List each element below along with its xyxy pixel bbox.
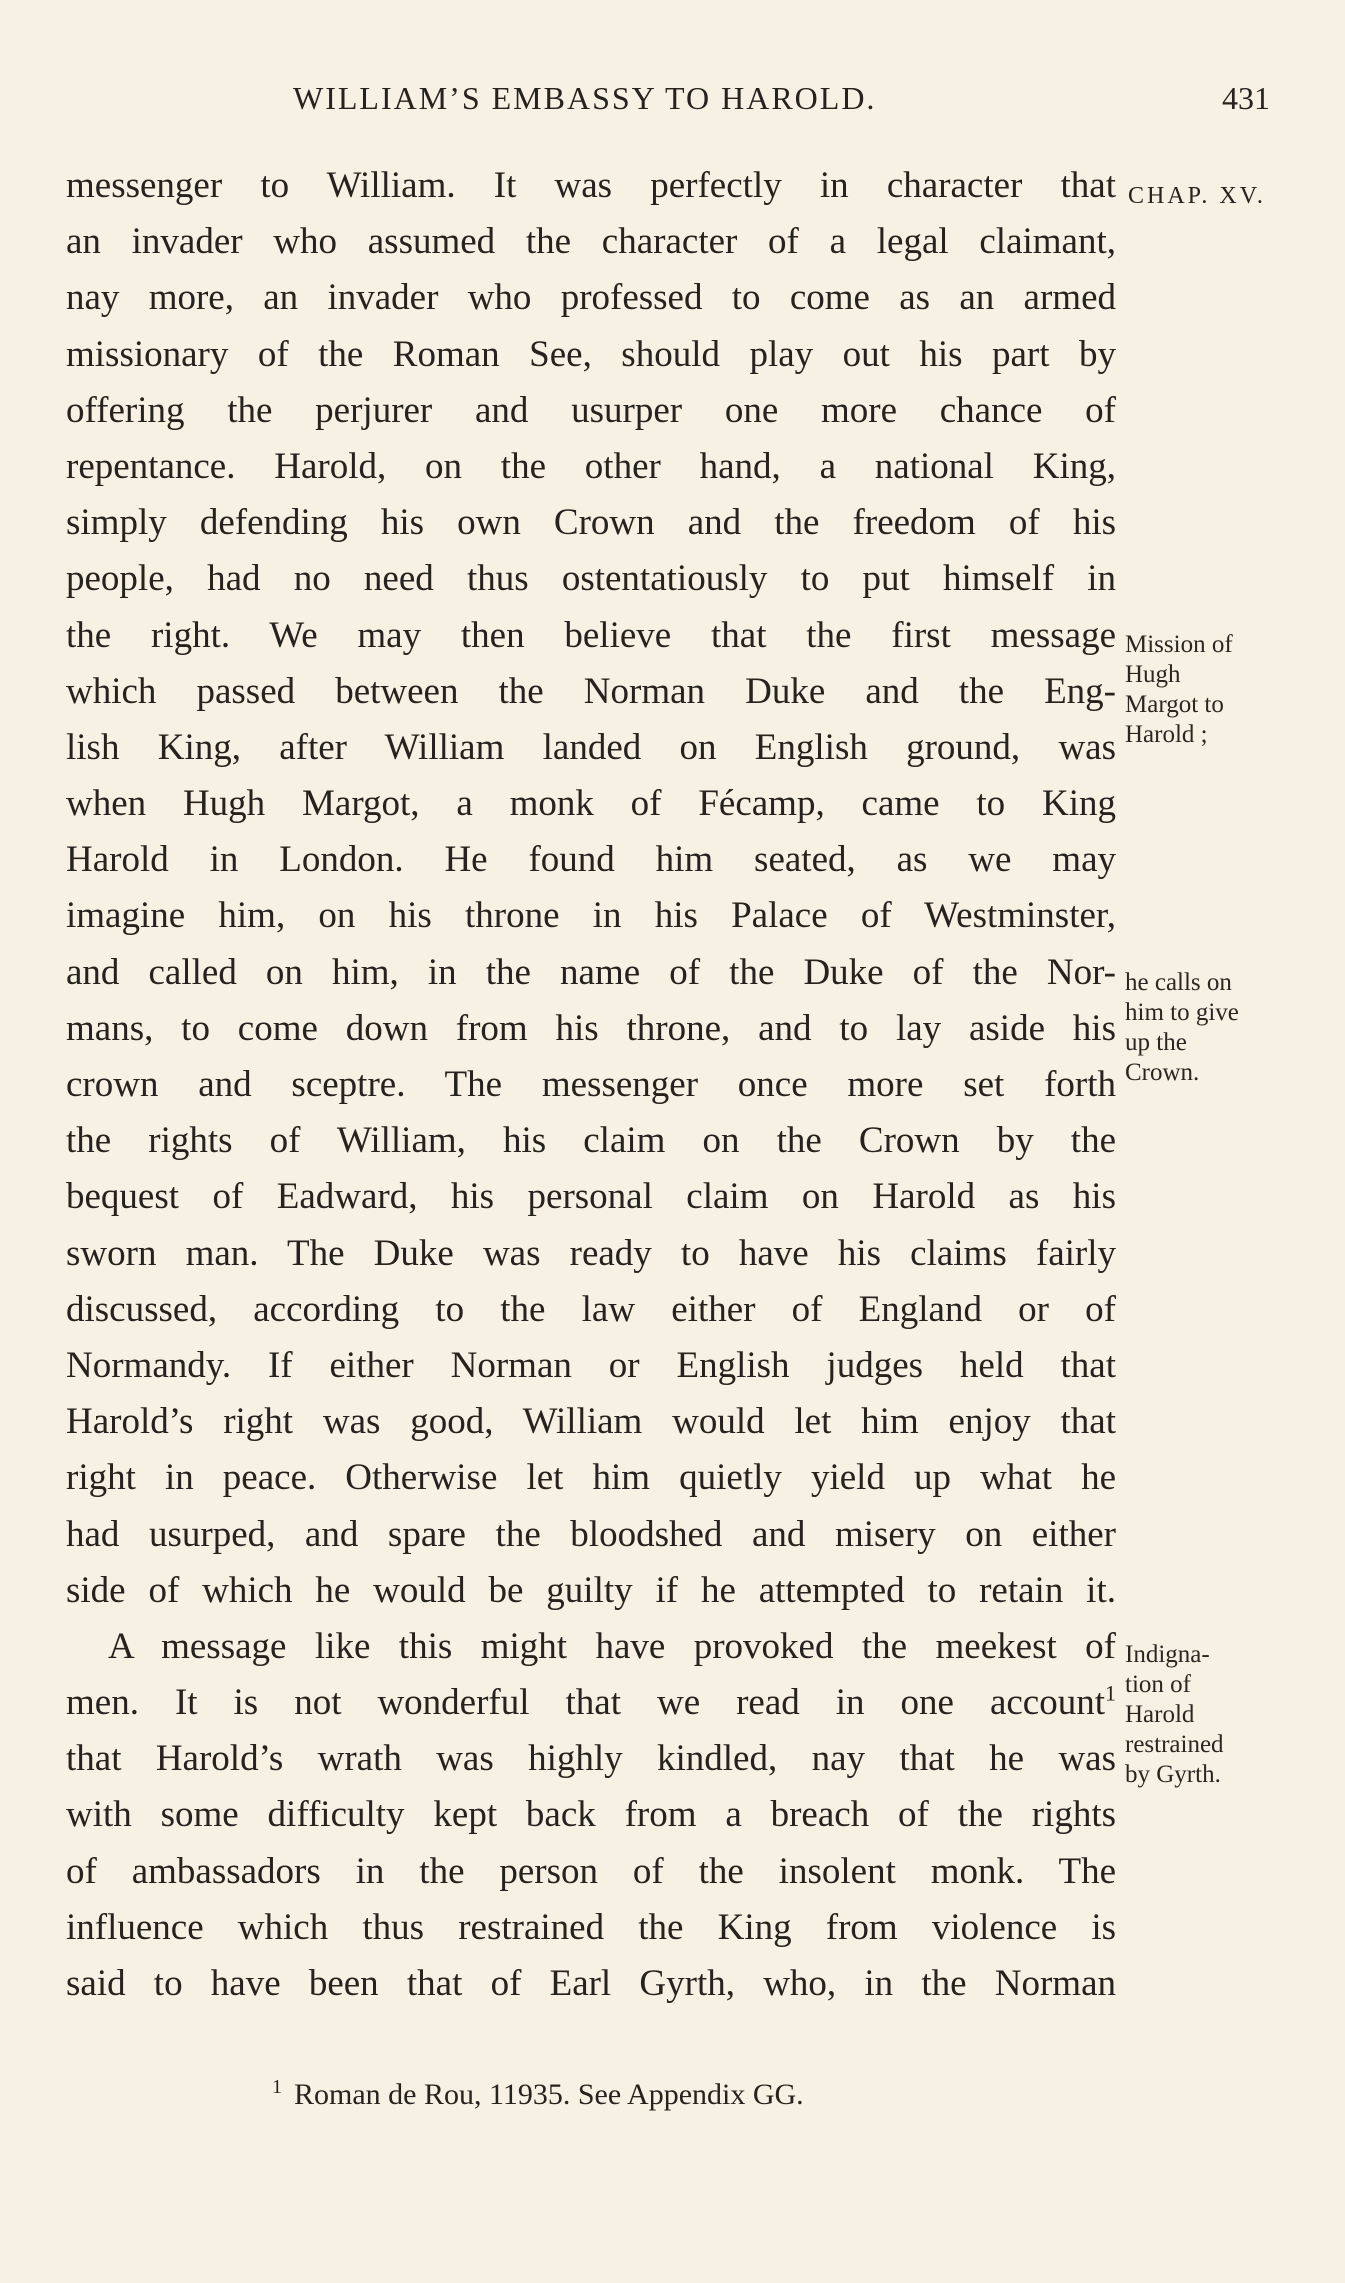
text-line: nay more, an invader who professed to come as an armed — [66, 277, 1116, 319]
sidenote-line: he calls on — [1125, 969, 1232, 996]
text-line: Harold’s right was good, William would let him enjoy that — [66, 1401, 1116, 1443]
text-line: missionary of the Roman See, should play out his part by — [66, 333, 1116, 375]
footnote — [272, 2076, 804, 2112]
sidenote-line: Harold ; — [1125, 721, 1208, 748]
sidenote-line: Harold — [1125, 1701, 1195, 1728]
text-line: of ambassadors in the person of the insolent monk. The — [66, 1850, 1116, 1892]
text-line: influence which thus restrained the King from violence is — [66, 1906, 1116, 1948]
sidenote-mission — [1125, 630, 1340, 750]
text-line: an invader who assumed the character of a legal claimant, — [66, 221, 1116, 263]
text-line: the right. We may then believe that the first message — [66, 614, 1116, 656]
text-line: lish King, after William landed on English ground, was — [66, 726, 1116, 768]
text-line: imagine him, on his throne in his Palace of Westminster, — [66, 895, 1116, 937]
text-line: and called on him, in the name of the Duke of the Nor- — [66, 951, 1116, 993]
text-line: discussed, according to the law either of England or of — [66, 1288, 1116, 1330]
text-line: said to have been that of Earl Gyrth, who, in the Norman — [66, 1963, 1116, 2004]
text-line: the rights of William, his claim on the Crown by the — [66, 1120, 1116, 1162]
sidenote-line: Crown. — [1125, 1059, 1200, 1086]
sidenote-line: Mission of — [1125, 631, 1233, 658]
sidenote-line: him to give — [1125, 999, 1239, 1026]
sidenote-line: up the — [1125, 1029, 1187, 1056]
running-head-title: WILLIAM’S EMBASSY TO HAROLD. — [293, 80, 877, 116]
sidenote-line: restrained — [1125, 1731, 1224, 1758]
running-head — [0, 80, 1345, 130]
text-line: men. It is not wonderful that we read in one account — [66, 1682, 1105, 1724]
text-line: people, had no need thus ostentatiously to put himself in — [66, 558, 1116, 600]
text-line: had usurped, and spare the bloodshed and misery on either — [66, 1513, 1116, 1555]
text-line: messenger to William. It was perfectly in character that — [66, 165, 1116, 206]
text-line: with some difficulty kept back from a breach of the rights — [66, 1794, 1116, 1836]
text-line: A message like this might have provoked the meekest of — [108, 1625, 1116, 1667]
text-line: that Harold’s wrath was highly kindled, nay that he was — [66, 1738, 1116, 1780]
page-number: 431 — [1222, 80, 1270, 116]
sidenote-line: by Gyrth. — [1125, 1761, 1221, 1788]
text-line: which passed between the Norman Duke and the Eng- — [66, 670, 1116, 712]
text-line: offering the perjurer and usurper one more chance of — [66, 389, 1116, 431]
text-line: side of which he would be guilty if he attempted to retain it. — [66, 1569, 1116, 1611]
text-line: Harold in London. He found him seated, as we may — [66, 839, 1116, 881]
text-line: crown and sceptre. The messenger once more set forth — [66, 1064, 1116, 1105]
sidenote-line: Margot to — [1125, 691, 1224, 718]
text-line: when Hugh Margot, a monk of Fécamp, came to King — [66, 783, 1116, 825]
text-line: mans, to come down from his throne, and to lay aside his — [66, 1007, 1116, 1049]
sidenote-line: tion of — [1125, 1671, 1191, 1698]
body-text — [66, 158, 1116, 2012]
text-line: Normandy. If either Norman or English judges held that — [66, 1344, 1116, 1386]
text-line-with-footnote-ref — [66, 1675, 1116, 1731]
chapter-label: CHAP. XV. — [1128, 183, 1266, 209]
text-line: right in peace. Otherwise let him quietly yield up what he — [66, 1457, 1116, 1499]
sidenote-indignation — [1125, 1640, 1340, 1790]
text-line: simply defending his own Crown and the freedom of his — [66, 502, 1116, 544]
text-line: bequest of Eadward, his personal claim on Harold as his — [66, 1176, 1116, 1218]
sidenote-line: Indigna- — [1125, 1641, 1210, 1668]
text-line: repentance. Harold, on the other hand, a national King, — [66, 445, 1116, 487]
footnote-reference: 1 — [1105, 1680, 1116, 1706]
footnote-text: Roman de Rou, 11935. See Appendix GG. — [294, 2078, 804, 2111]
sidenote-line: Hugh — [1125, 661, 1181, 688]
text-line: sworn man. The Duke was ready to have his claims fairly — [66, 1232, 1116, 1274]
sidenote-calls — [1125, 968, 1340, 1088]
footnote-mark: 1 — [272, 2076, 282, 2098]
